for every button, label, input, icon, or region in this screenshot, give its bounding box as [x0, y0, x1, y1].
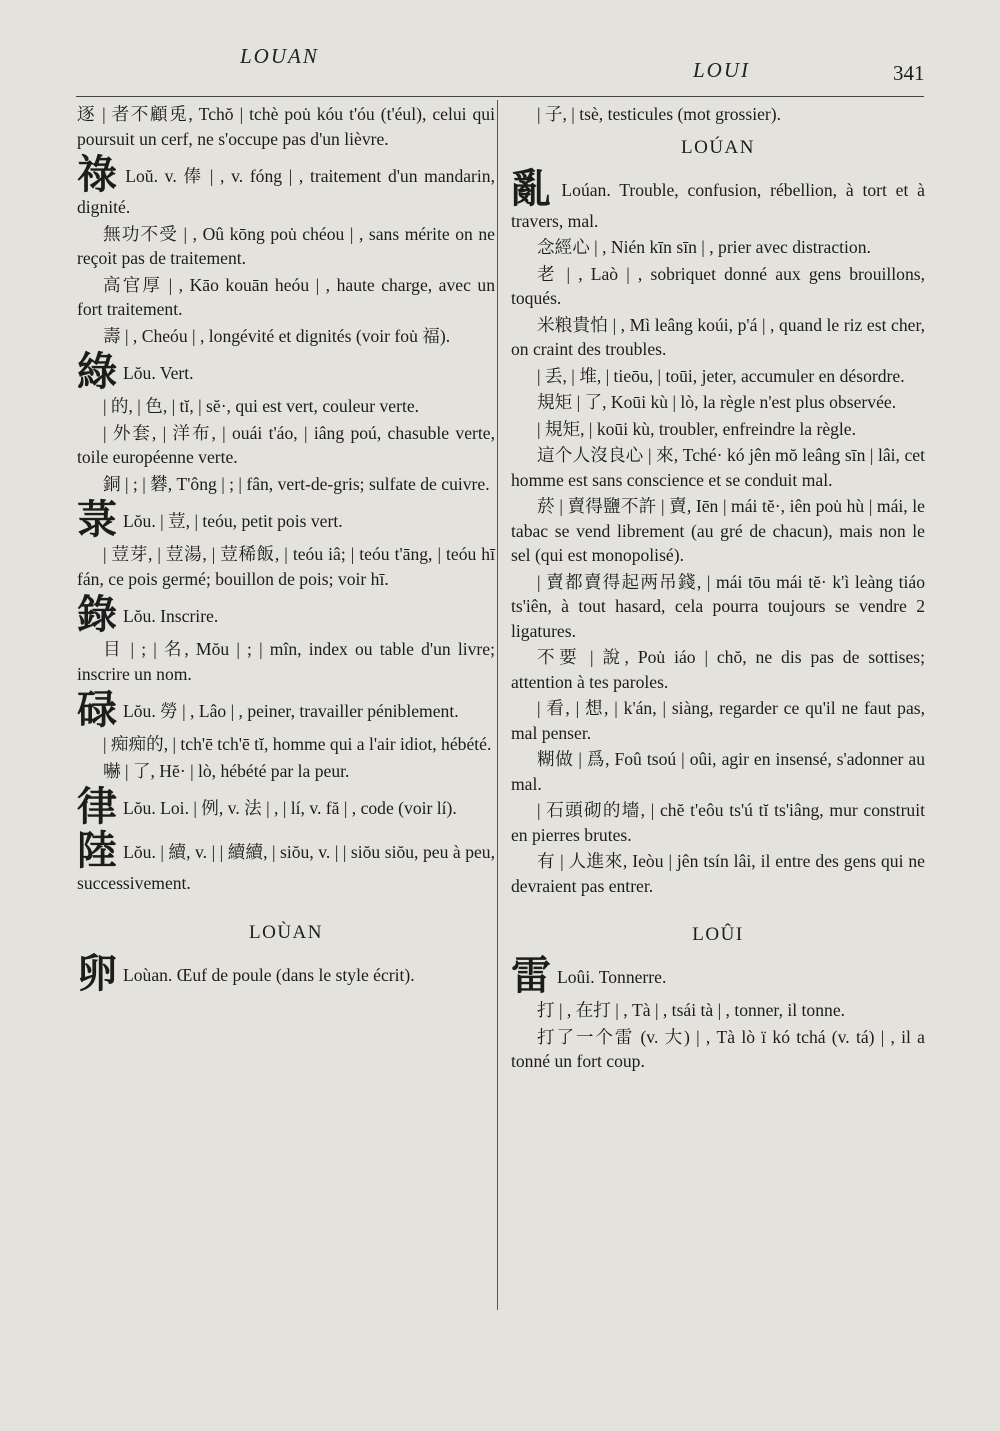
entry-lu-index: 目 | ; | 名, Mŏu | ; | mîn, index ou table d'un livre; inscrire un nom. — [77, 639, 495, 684]
entry-louan-throw: | 丢, | 堆, | tieōu, | toūi, jeter, accumuler en désordre. — [537, 365, 905, 386]
entry-text: Loûi. Tonnerre. — [557, 967, 667, 987]
entry-louan-senseless: 糊做 | 爲, Foû tsoú | oûi, agir en insensé, s'adonner au mal. — [511, 749, 925, 794]
entry-louan-distraction: 念經心 | , Nién kīn sīn | , prier avec distraction. — [537, 237, 871, 257]
entry-lu-verdigris: 銅 | ; | 礬, T'ông | ; | fân, vert-de-gris; sulfate de cuivre. — [103, 473, 490, 494]
entry-lu-chasuble: | 外套, | 洋布, | ouái t'áo, | iâng poú, chasuble verte, toile européenne verte. — [77, 422, 495, 467]
headword-character: 祿 — [77, 152, 120, 198]
entry-louan-wall: | 石頭砌的墻, | chĕ t'eôu ts'ú tĭ ts'iâng, mur construit en pierres brutes. — [511, 800, 925, 845]
running-head-left: LOUAN — [240, 44, 319, 68]
entry-text: Loùan. Œuf de poule (dans le style écrit). — [123, 964, 415, 985]
entry-louan-conscience: 這个人沒良心 | 來, Tché· kó jên mŏ leâng sīn | lâi, cet homme est sans conscience et se conduit mal. — [511, 445, 925, 490]
headword-character: 綠 — [77, 349, 117, 395]
entry-lu-sprout: | 荳芽, | 荳湯, | 荳稀飯, | teóu iâ; | teóu t'āng, | teóu hī fán, ce pois germé; bouillon de pois; voir hī. — [77, 544, 495, 589]
entry-lu-high-office: 高官厚 | , Kāo kouān heóu | , haute charge, avec un fort traitement. — [77, 274, 495, 319]
entry-text: Lŏu. 勞 | , Lâo | , peiner, travailler péniblement. — [123, 701, 459, 721]
entry-text: Lŏu. | 荳, | teóu, petit pois vert. — [123, 511, 343, 531]
headword-character: 雷 — [511, 953, 551, 999]
left-column — [77, 102, 495, 996]
entry-lu-pea — [77, 497, 495, 543]
entry-louan-tobacco: 菸 | 賣得鹽不許 | 賣, Iēn | mái tĕ·, iên pou̇ hù | mái, le tabac se vend librement (au gré de chacun), mais non le sel (qui est monopolisé). — [511, 496, 925, 565]
right-column — [511, 102, 925, 1076]
entry-lu-no-merit: 無功不受 | , Oû kōng pou̇ chéou | , sans mérite on ne reçoit pas de traitement. — [77, 223, 495, 268]
headword-character: 卵 — [77, 950, 117, 997]
entry-loui-thunderclap: 打了一个雷 (v. 大) | , Tà lò ï kó tchá (v. tá) | , il a tonné un fort coup. — [511, 1026, 925, 1071]
headword-character: 碌 — [77, 687, 117, 733]
entry-lu-fright: 嚇 | 了, Hĕ· | lò, hébété par la peur. — [103, 760, 350, 781]
entry-lu-longevity: 壽 | , Cheóu | , longévité et dignités (voir fou̇ 福). — [103, 325, 451, 346]
section-heading-louan: LOÙAN — [249, 921, 323, 943]
entry-loui-thunder — [511, 953, 925, 999]
entry-louan-testicles: | 子, | tsè, testicules (mot grossier). — [537, 104, 782, 124]
entry-lu-green — [77, 349, 495, 395]
entry-louan-rice: 米粮貴怕 | , Mì leâng koúi, p'á | , quand le riz est cher, on craint des troubles. — [511, 314, 925, 359]
header-rule — [76, 96, 924, 97]
entry-louan-infringe: | 規矩, | koūi kù, troubler, enfreindre la règle. — [537, 418, 857, 439]
headword-character: 菉 — [77, 497, 117, 543]
entry-lu-salary — [77, 152, 495, 220]
entry-text: Lŏu. Vert. — [123, 363, 194, 383]
section-heading-loui: LOÛI — [692, 924, 744, 945]
entry-lu-toil — [77, 687, 495, 733]
entry-text: Lŏu. Inscrire. — [123, 606, 219, 626]
entry-text: Loŭ. v. 俸 | , v. fóng | , traitement d'un mandarin, dignité. — [77, 166, 495, 217]
entry-louan-nickname: 老 | , Laò | , sobriquet donné aux gens brouillons, toqués. — [511, 263, 925, 308]
running-head-right: LOUI — [693, 58, 751, 82]
section-heading-louan-acute: LOÚAN — [681, 136, 755, 158]
headword-character: 律 — [77, 784, 117, 830]
entry-lu-law — [77, 784, 495, 830]
entry-lu-green-color: | 的, | 色, | tĭ, | sĕ·, qui est vert, couleur verte. — [103, 396, 420, 416]
entry-text: Lŏu. Loi. | 例, v. 法 | , | lí, v. fă | , code (voir lí). — [123, 798, 457, 818]
entry-lu-inscribe — [77, 592, 495, 638]
headword-character: 錄 — [77, 592, 117, 638]
entry-louan-rule-broken: 規矩 | 了, Koūi kù | lò, la règle n'est plus observée. — [537, 392, 897, 412]
headword-character: 陸 — [77, 828, 118, 874]
entry-lu-pursuit: 逐 | 者不顧兎, Tchŏ | tchè pou̇ kóu t'óu (t'éul), celui qui poursuit un cerf, ne s'occupe pas d'un lièvre. — [77, 104, 495, 149]
entry-lu-idiot: | 痴痴的, | tch'ē tch'ē tĭ, homme qui a l'air idiot, hébété. — [103, 734, 492, 754]
entry-text: Loúan. Trouble, confusion, rébellion, à tort et à travers, mal. — [511, 179, 925, 231]
entry-loui-it-thunders: 打 | , 在打 | , Tà | , tsái tà | , tonner, il tonne. — [537, 1000, 846, 1020]
entry-louan-egg — [77, 950, 495, 997]
entry-louan-trouble — [511, 165, 925, 234]
headword-character: 亂 — [511, 165, 556, 212]
entry-louan-hazard: | 賣都賣得起两吊錢, | mái tōu mái tĕ· k'ì leàng tiáo ts'iên, à tout hasard, cela pourra toujours se vendre 2 ligatures. — [511, 571, 925, 641]
page-number: 341 — [893, 61, 925, 85]
entry-louan-nonsense: 不要 | 說, Pou̇ iáo | chŏ, ne dis pas de sottises; attention à tes paroles. — [511, 647, 925, 692]
entry-louan-look: | 看, | 想, | k'án, | siàng, regarder ce qu'il ne faut pas, mal penser. — [511, 698, 925, 743]
entry-lu-gradually — [77, 828, 496, 896]
entry-text: Lŏu. | 續, v. | | 續續, | siŏu, v. | | siŏu siŏu, peu à peu, successivement. — [77, 842, 496, 893]
column-divider — [497, 100, 498, 1310]
entry-louan-intruders: 有 | 人進來, Ieòu | jên tsín lâi, il entre des gens qui ne devraient pas entrer. — [511, 851, 925, 896]
